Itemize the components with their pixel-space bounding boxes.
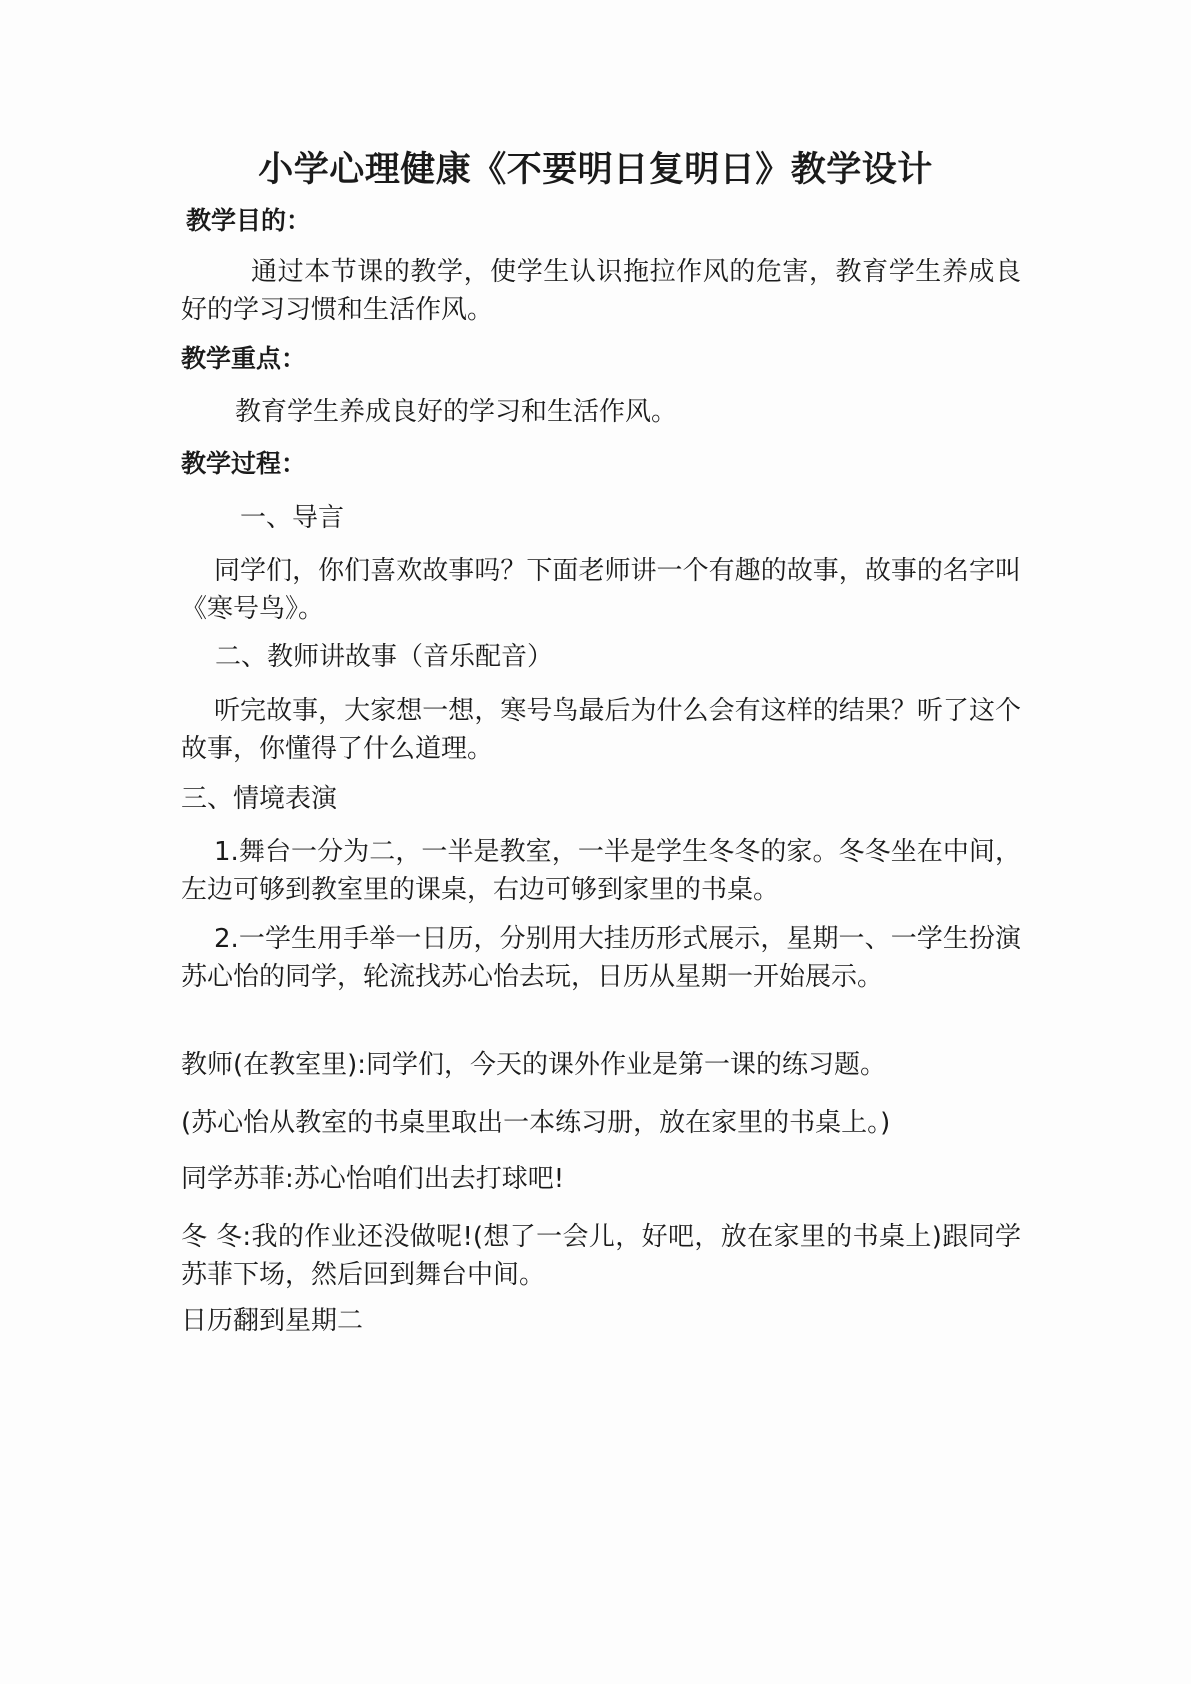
step1-heading: 一、导言 — [240, 503, 345, 533]
focus-heading: 教学重点： — [181, 344, 307, 373]
focus-text: 教育学生养成良好的学习和生活作风。 — [235, 397, 678, 427]
dialogue-dongdong: 冬 冬:我的作业还没做呢!(想了一会儿，好吧，放在家里的书桌上)跟同学苏菲下场，然后回到舞台中间。 — [181, 1222, 1021, 1290]
objective-text: 通过本节课的教学，使学生认识拖拉作风的危害，教育学生养成良好的学习习惯和生活作风。 — [181, 257, 1021, 325]
stage-direction: (苏心怡从教室的书桌里取出一本练习册，放在家里的书桌上。) — [181, 1108, 891, 1138]
process-heading: 教学过程： — [181, 449, 307, 478]
document-title: 小学心理健康《不要明日复明日》教学设计 — [258, 150, 933, 190]
step3-item-1: 1.舞台一分为二，一半是教室，一半是学生冬冬的家。冬冬坐在中间，左边可够到教室里的课桌，右边可够到家里的书桌。 — [181, 837, 1021, 905]
dialogue-teacher: 教师(在教室里):同学们，今天的课外作业是第一课的练习题。 — [181, 1050, 887, 1080]
calendar-line: 日历翻到星期二 — [181, 1306, 364, 1336]
objective-heading: 教学目的： — [186, 206, 312, 235]
step2-text: 听完故事，大家想一想，寒号鸟最后为什么会有这样的结果？听了这个故事，你懂得了什么道理。 — [181, 696, 1021, 764]
step2-heading: 二、教师讲故事（音乐配音） — [215, 642, 554, 672]
step3-heading: 三、情境表演 — [181, 784, 338, 814]
step3-item-2: 2.一学生用手举一日历，分别用大挂历形式展示，星期一、一学生扮演苏心怡的同学，轮流找苏心怡去玩，日历从星期一开始展示。 — [181, 924, 1021, 992]
step1-text: 同学们，你们喜欢故事吗？下面老师讲一个有趣的故事，故事的名字叫《寒号鸟》。 — [181, 556, 1021, 624]
dialogue-sufei: 同学苏菲:苏心怡咱们出去打球吧! — [181, 1164, 565, 1194]
